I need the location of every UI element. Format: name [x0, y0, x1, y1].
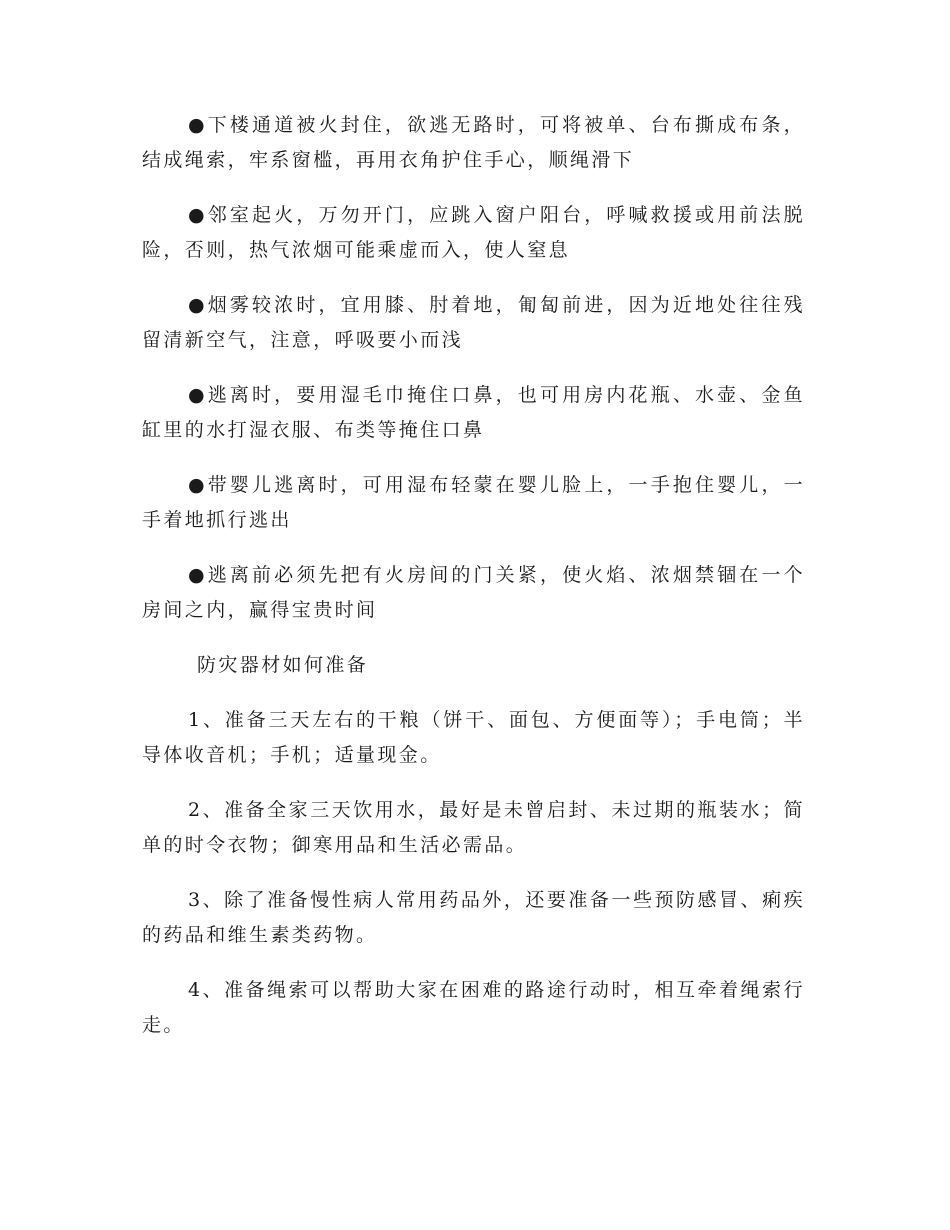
bullet-paragraph-4: ●逃离时，要用湿毛巾掩住口鼻，也可用房内花瓶、水壶、金鱼缸里的水打湿衣服、布类等掩住口鼻 — [142, 384, 805, 441]
numbered-item-4: 4、准备绳索可以帮助大家在困难的路途行动时，相互牵着绳索行走。 — [142, 979, 805, 1036]
section-heading: 防灾器材如何准备 — [197, 654, 369, 676]
bullet-paragraph-1: ●下楼通道被火封住，欲逃无路时，可将被单、台布撕成布条，结成绳索，牢系窗槛，再用衣角护住手心，顺绳滑下 — [142, 114, 805, 171]
document-page — [142, 108, 805, 1063]
bullet-paragraph-2: ●邻室起火，万勿开门，应跳入窗户阳台，呼喊救援或用前法脱险，否则，热气浓烟可能乘虚而入，使人窒息 — [142, 204, 805, 261]
numbered-item-1: 1、准备三天左右的干粮（饼干、面包、方便面等）；手电筒；半导体收音机；手机；适量现金。 — [142, 709, 805, 766]
numbered-item-3: 3、除了准备慢性病人常用药品外，还要准备一些预防感冒、痢疾的药品和维生素类药物。 — [142, 889, 805, 946]
bullet-paragraph-5: ●带婴儿逃离时，可用湿布轻蒙在婴儿脸上，一手抱住婴儿，一手着地抓行逃出 — [142, 474, 805, 531]
bullet-paragraph-6: ●逃离前必须先把有火房间的门关紧，使火焰、浓烟禁锢在一个房间之内，赢得宝贵时间 — [142, 564, 805, 621]
numbered-item-2: 2、准备全家三天饮用水，最好是未曾启封、未过期的瓶装水；简单的时令衣物；御寒用品和生活必需品。 — [142, 799, 805, 856]
bullet-paragraph-3: ●烟雾较浓时，宜用膝、肘着地，匍匐前进，因为近地处往往残留清新空气，注意，呼吸要小而浅 — [142, 294, 805, 351]
